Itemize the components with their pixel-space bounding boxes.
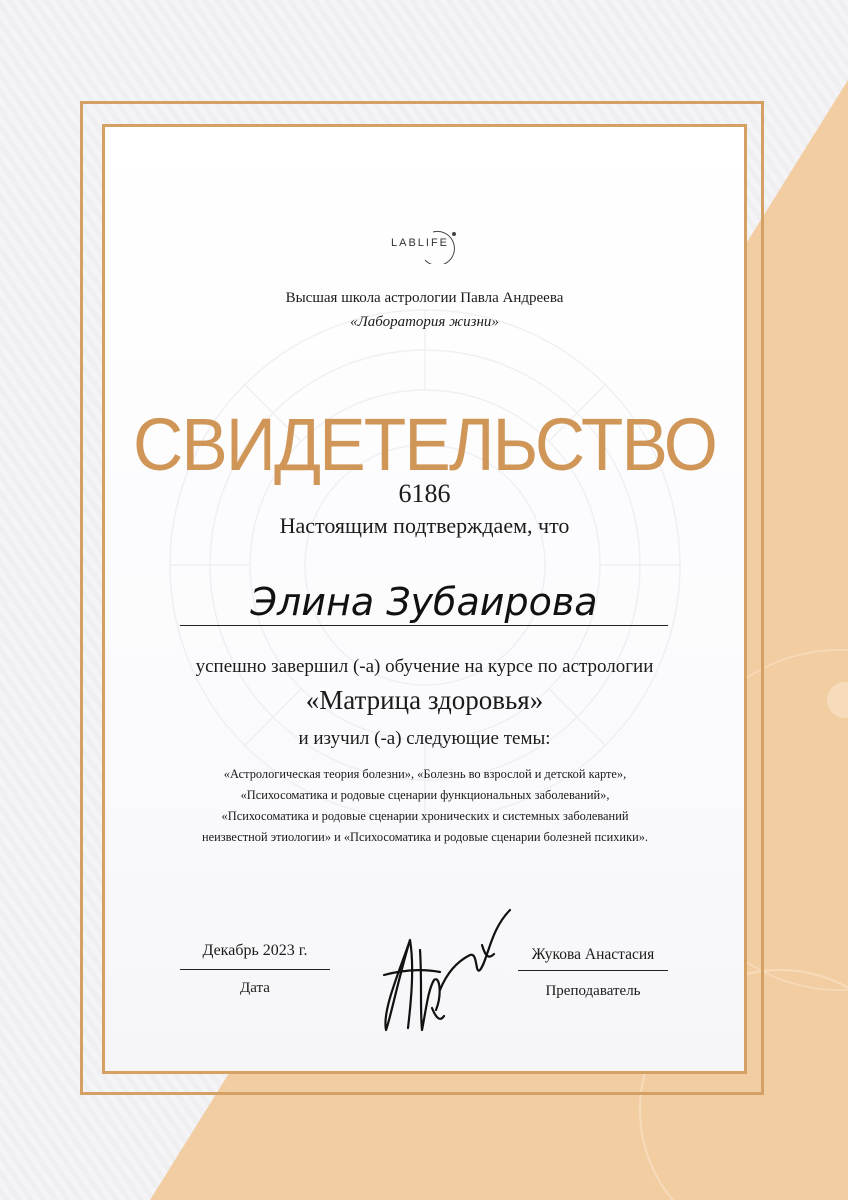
lablife-logo-icon	[385, 228, 465, 264]
completed-text: успешно завершил (-а) обучение на курсе по астрологии	[195, 656, 654, 677]
date-caption: Дата	[240, 980, 270, 996]
certificate-title: СВИДЕТЕЛЬСТВО	[133, 403, 716, 486]
teacher-caption: Преподаватель	[545, 983, 641, 999]
school-name	[102, 286, 747, 334]
topic-line: «Психосоматика и родовые сценарии хронических и системных заболеваний	[221, 809, 629, 823]
topic-line: неизвестной этиологии» и «Психосоматика и родовые сценарии болезней психики».	[201, 830, 649, 844]
recipient-name-underline	[180, 625, 668, 626]
teacher-underline	[518, 970, 668, 971]
recipient-name: Элина Зубаирова	[250, 580, 598, 624]
date-value: Декабрь 2023 г.	[202, 942, 308, 959]
teacher-name: Жукова Анастасия	[531, 946, 655, 963]
studied-text: и изучил (-а) следующие темы:	[298, 728, 551, 749]
logo-text: LABLIFE	[390, 237, 450, 249]
confirm-text: Настоящим подтверждаем, что	[279, 513, 570, 538]
date-underline	[180, 969, 330, 970]
course-name: «Матрица здоровья»	[305, 685, 544, 715]
school-line-1: Высшая школа астрологии Павла Андреева	[285, 290, 564, 306]
certificate-number: 6186	[398, 479, 451, 508]
topic-line: «Астрологическая теория болезни», «Болезнь во взрослой и детской карте»,	[223, 767, 627, 781]
school-line-2: «Лаборатория жизни»	[350, 314, 499, 330]
topic-line: «Психосоматика и родовые сценарии функциональных заболеваний»,	[240, 788, 610, 802]
topics-list	[160, 764, 690, 848]
